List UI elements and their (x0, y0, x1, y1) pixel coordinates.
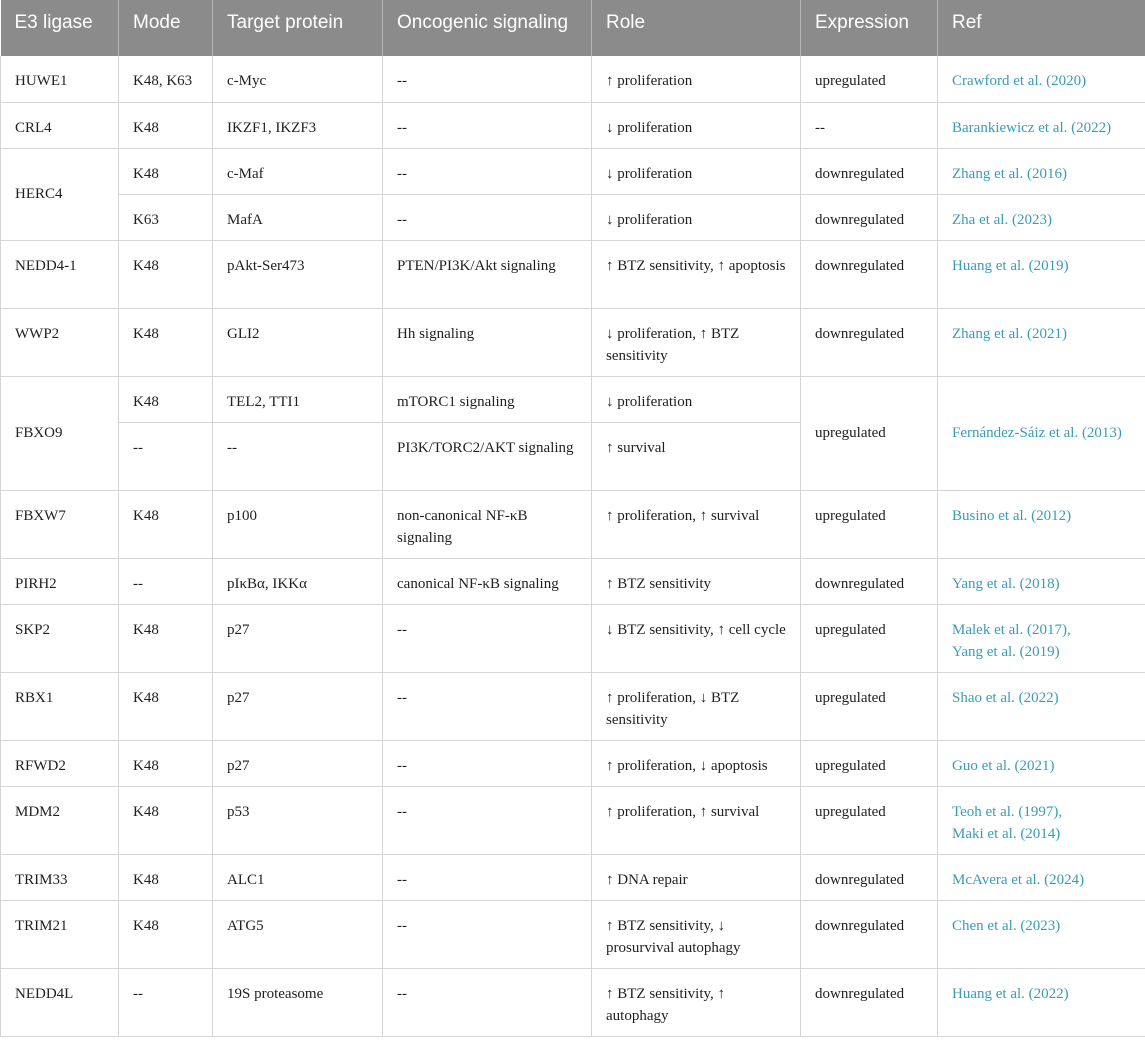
ref-link[interactable]: Maki et al. (2014) (952, 825, 1061, 842)
cell-expression: downregulated (801, 968, 938, 1036)
cell-mode: K48 (119, 240, 213, 308)
table-row (1, 194, 1145, 240)
ref-link[interactable]: Yang et al. (2019) (952, 643, 1060, 660)
cell-role: ↓ proliferation (592, 148, 801, 194)
table-row (1, 148, 1145, 194)
ref-link[interactable]: Malek et al. (2017), (952, 621, 1071, 638)
col-header-expression: Expression (801, 0, 938, 56)
cell-ref-link[interactable]: Fernández-Sáiz et al. (2013) (938, 376, 1145, 490)
cell-signaling: -- (383, 786, 592, 854)
cell-ligase: TRIM33 (1, 854, 119, 900)
col-header-ref: Ref (938, 0, 1145, 56)
cell-signaling: -- (383, 968, 592, 1036)
cell-ligase: HUWE1 (1, 56, 119, 102)
cell-expression: upregulated (801, 376, 938, 490)
table-row (1, 56, 1145, 102)
cell-target: ALC1 (213, 854, 383, 900)
cell-signaling: -- (383, 56, 592, 102)
cell-role: ↑ proliferation, ↓ apoptosis (592, 740, 801, 786)
cell-ligase: FBXW7 (1, 490, 119, 558)
cell-signaling: -- (383, 102, 592, 148)
cell-signaling: -- (383, 672, 592, 740)
cell-target: GLI2 (213, 308, 383, 376)
cell-target: c-Myc (213, 56, 383, 102)
cell-signaling: Hh signaling (383, 308, 592, 376)
cell-mode: K48, K63 (119, 56, 213, 102)
cell-expression: -- (801, 102, 938, 148)
cell-mode: K48 (119, 102, 213, 148)
cell-mode: -- (119, 968, 213, 1036)
cell-role: ↑ proliferation, ↑ survival (592, 786, 801, 854)
table-row (1, 672, 1145, 740)
cell-target: MafA (213, 194, 383, 240)
cell-ref-link[interactable]: Guo et al. (2021) (938, 740, 1145, 786)
cell-expression: upregulated (801, 740, 938, 786)
cell-role: ↓ BTZ sensitivity, ↑ cell cycle (592, 604, 801, 672)
table-row (1, 240, 1145, 308)
cell-expression: downregulated (801, 148, 938, 194)
cell-target: c-Maf (213, 148, 383, 194)
cell-expression: upregulated (801, 56, 938, 102)
cell-signaling: -- (383, 194, 592, 240)
cell-mode: K48 (119, 854, 213, 900)
cell-signaling: PTEN/PI3K/Akt signaling (383, 240, 592, 308)
cell-role: ↓ proliferation (592, 376, 801, 422)
cell-target: pIκBα, IKKα (213, 558, 383, 604)
cell-ref-link[interactable]: Zha et al. (2023) (938, 194, 1145, 240)
cell-mode: K48 (119, 900, 213, 968)
cell-role: ↓ proliferation (592, 102, 801, 148)
col-header-role: Role (592, 0, 801, 56)
table-row (1, 740, 1145, 786)
cell-signaling: non-canonical NF-κB signaling (383, 490, 592, 558)
cell-ref-link[interactable]: Zhang et al. (2016) (938, 148, 1145, 194)
table-header (1, 0, 1145, 56)
cell-ref-link[interactable]: McAvera et al. (2024) (938, 854, 1145, 900)
cell-target: 19S proteasome (213, 968, 383, 1036)
cell-mode: K48 (119, 604, 213, 672)
cell-ref-link[interactable]: Huang et al. (2022) (938, 968, 1145, 1036)
cell-mode: K48 (119, 490, 213, 558)
cell-role: ↑ BTZ sensitivity, ↓ prosurvival autophagy (592, 900, 801, 968)
cell-mode: K48 (119, 148, 213, 194)
cell-target: ATG5 (213, 900, 383, 968)
cell-mode: K48 (119, 786, 213, 854)
cell-ref (938, 786, 1145, 854)
table-row (1, 102, 1145, 148)
table-body (1, 56, 1145, 1036)
cell-expression: downregulated (801, 308, 938, 376)
cell-ref-link[interactable]: Zhang et al. (2021) (938, 308, 1145, 376)
cell-mode: -- (119, 558, 213, 604)
table-row (1, 604, 1145, 672)
table-row (1, 900, 1145, 968)
cell-signaling: -- (383, 740, 592, 786)
cell-mode: -- (119, 422, 213, 490)
cell-ligase: SKP2 (1, 604, 119, 672)
cell-expression: upregulated (801, 604, 938, 672)
cell-mode: K48 (119, 308, 213, 376)
cell-ligase: TRIM21 (1, 900, 119, 968)
table-row (1, 854, 1145, 900)
cell-role: ↑ BTZ sensitivity (592, 558, 801, 604)
table-row (1, 786, 1145, 854)
cell-expression: upregulated (801, 490, 938, 558)
cell-signaling: -- (383, 854, 592, 900)
col-header-oncogenic-signaling: Oncogenic signaling (383, 0, 592, 56)
cell-ref-link[interactable]: Chen et al. (2023) (938, 900, 1145, 968)
cell-ligase: FBXO9 (1, 376, 119, 490)
table-row (1, 376, 1145, 422)
cell-mode: K63 (119, 194, 213, 240)
cell-ligase: RBX1 (1, 672, 119, 740)
cell-role: ↑ BTZ sensitivity, ↑ autophagy (592, 968, 801, 1036)
cell-target: p27 (213, 740, 383, 786)
cell-target: -- (213, 422, 383, 490)
cell-signaling: canonical NF-κB signaling (383, 558, 592, 604)
cell-role: ↑ proliferation (592, 56, 801, 102)
cell-ref-link[interactable]: Barankiewicz et al. (2022) (938, 102, 1145, 148)
cell-target: TEL2, TTI1 (213, 376, 383, 422)
cell-expression: upregulated (801, 786, 938, 854)
cell-target: p53 (213, 786, 383, 854)
cell-role: ↑ DNA repair (592, 854, 801, 900)
cell-role: ↑ proliferation, ↓ BTZ sensitivity (592, 672, 801, 740)
cell-target: pAkt-Ser473 (213, 240, 383, 308)
cell-signaling: -- (383, 900, 592, 968)
cell-expression: upregulated (801, 672, 938, 740)
cell-ligase: WWP2 (1, 308, 119, 376)
cell-target: IKZF1, IKZF3 (213, 102, 383, 148)
cell-mode: K48 (119, 740, 213, 786)
cell-role: ↑ BTZ sensitivity, ↑ apoptosis (592, 240, 801, 308)
table-row (1, 558, 1145, 604)
cell-signaling: mTORC1 signaling (383, 376, 592, 422)
cell-ref (938, 604, 1145, 672)
cell-ligase: HERC4 (1, 148, 119, 240)
cell-ref-link[interactable]: Yang et al. (2018) (938, 558, 1145, 604)
cell-ligase: NEDD4-1 (1, 240, 119, 308)
cell-ref-link[interactable]: Crawford et al. (2020) (938, 56, 1145, 102)
cell-ligase: RFWD2 (1, 740, 119, 786)
table-row (1, 308, 1145, 376)
header-row (1, 0, 1145, 56)
cell-ligase: CRL4 (1, 102, 119, 148)
cell-ligase: MDM2 (1, 786, 119, 854)
cell-expression: downregulated (801, 194, 938, 240)
cell-signaling: PI3K/TORC2/AKT signaling (383, 422, 592, 490)
cell-expression: downregulated (801, 558, 938, 604)
cell-ref-link[interactable]: Huang et al. (2019) (938, 240, 1145, 308)
cell-expression: downregulated (801, 900, 938, 968)
cell-role: ↑ survival (592, 422, 801, 490)
col-header-e3-ligase: E3 ligase (1, 0, 119, 56)
cell-ligase: NEDD4L (1, 968, 119, 1036)
col-header-mode: Mode (119, 0, 213, 56)
cell-role: ↑ proliferation, ↑ survival (592, 490, 801, 558)
cell-expression: downregulated (801, 240, 938, 308)
cell-ligase: PIRH2 (1, 558, 119, 604)
ref-link[interactable]: Teoh et al. (1997), (952, 803, 1063, 820)
cell-mode: K48 (119, 672, 213, 740)
table-row (1, 490, 1145, 558)
col-header-target-protein: Target protein (213, 0, 383, 56)
cell-signaling: -- (383, 148, 592, 194)
cell-mode: K48 (119, 376, 213, 422)
cell-target: p27 (213, 672, 383, 740)
cell-role: ↓ proliferation (592, 194, 801, 240)
cell-target: p100 (213, 490, 383, 558)
cell-target: p27 (213, 604, 383, 672)
cell-ref-link[interactable]: Busino et al. (2012) (938, 490, 1145, 558)
cell-expression: downregulated (801, 854, 938, 900)
cell-role: ↓ proliferation, ↑ BTZ sensitivity (592, 308, 801, 376)
cell-ref-link[interactable]: Shao et al. (2022) (938, 672, 1145, 740)
table-row (1, 968, 1145, 1036)
cell-signaling: -- (383, 604, 592, 672)
